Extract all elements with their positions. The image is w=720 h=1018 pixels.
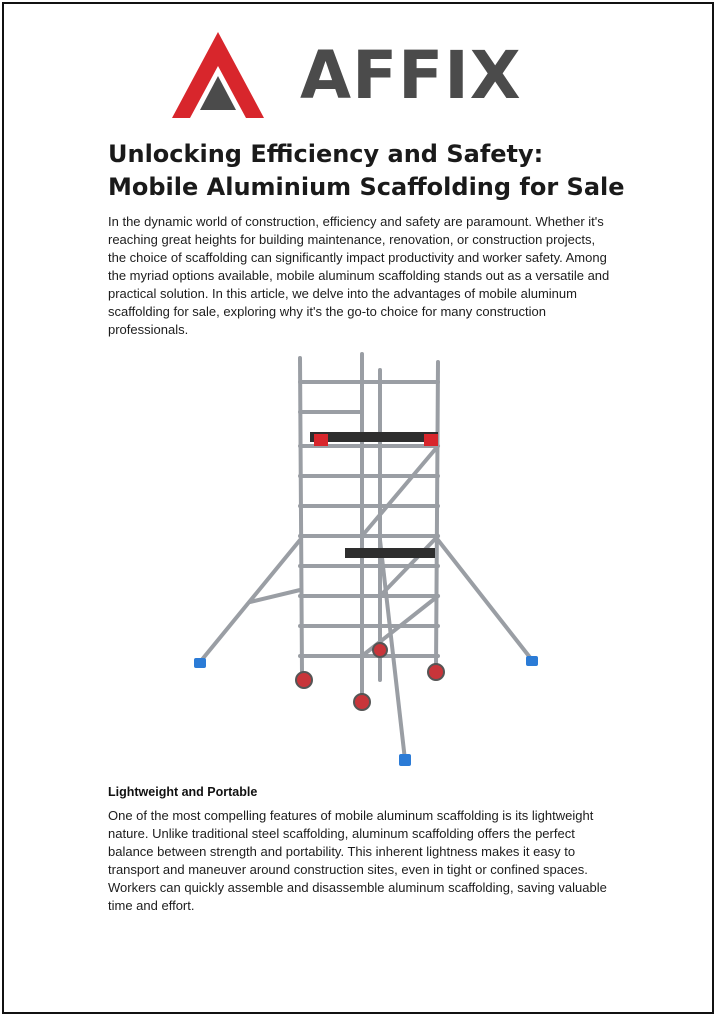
logo-wordmark: AFFIX <box>300 37 522 114</box>
page-title: Unlocking Efficiency and Safety: Mobile Aluminium Scaffolding for Sale <box>108 140 625 201</box>
section-heading: Lightweight and Portable <box>108 785 258 799</box>
affix-triangle-logo-icon <box>170 30 266 122</box>
scaffold-tower-image <box>180 350 560 775</box>
affix-logo <box>170 30 530 122</box>
intro-paragraph: In the dynamic world of construction, efficiency and safety are paramount. Whether it's reaching great heights for building maintenance, renovation, or construction projects, the choice of scaffolding can significantly impact productivity and worker safety. Among the myriad options available, mobile aluminum scaffolding stands out as a versatile and practical solution. In this article, we delve into the advantages of mobile aluminum scaffolding for sale, exploring why it's the go-to choice for many construction professionals. <box>108 214 610 337</box>
section-paragraph: One of the most compelling features of mobile aluminum scaffolding is its lightweight nature. Unlike traditional steel scaffolding, aluminum scaffolding offers the perfect balance between strength and portability. This inherent lightness makes it easy to transport and maneuver around construction sites, even in tight or confined spaces. Workers can quickly assemble and disassemble aluminum scaffolding, saving valuable time and effort. <box>108 808 607 913</box>
